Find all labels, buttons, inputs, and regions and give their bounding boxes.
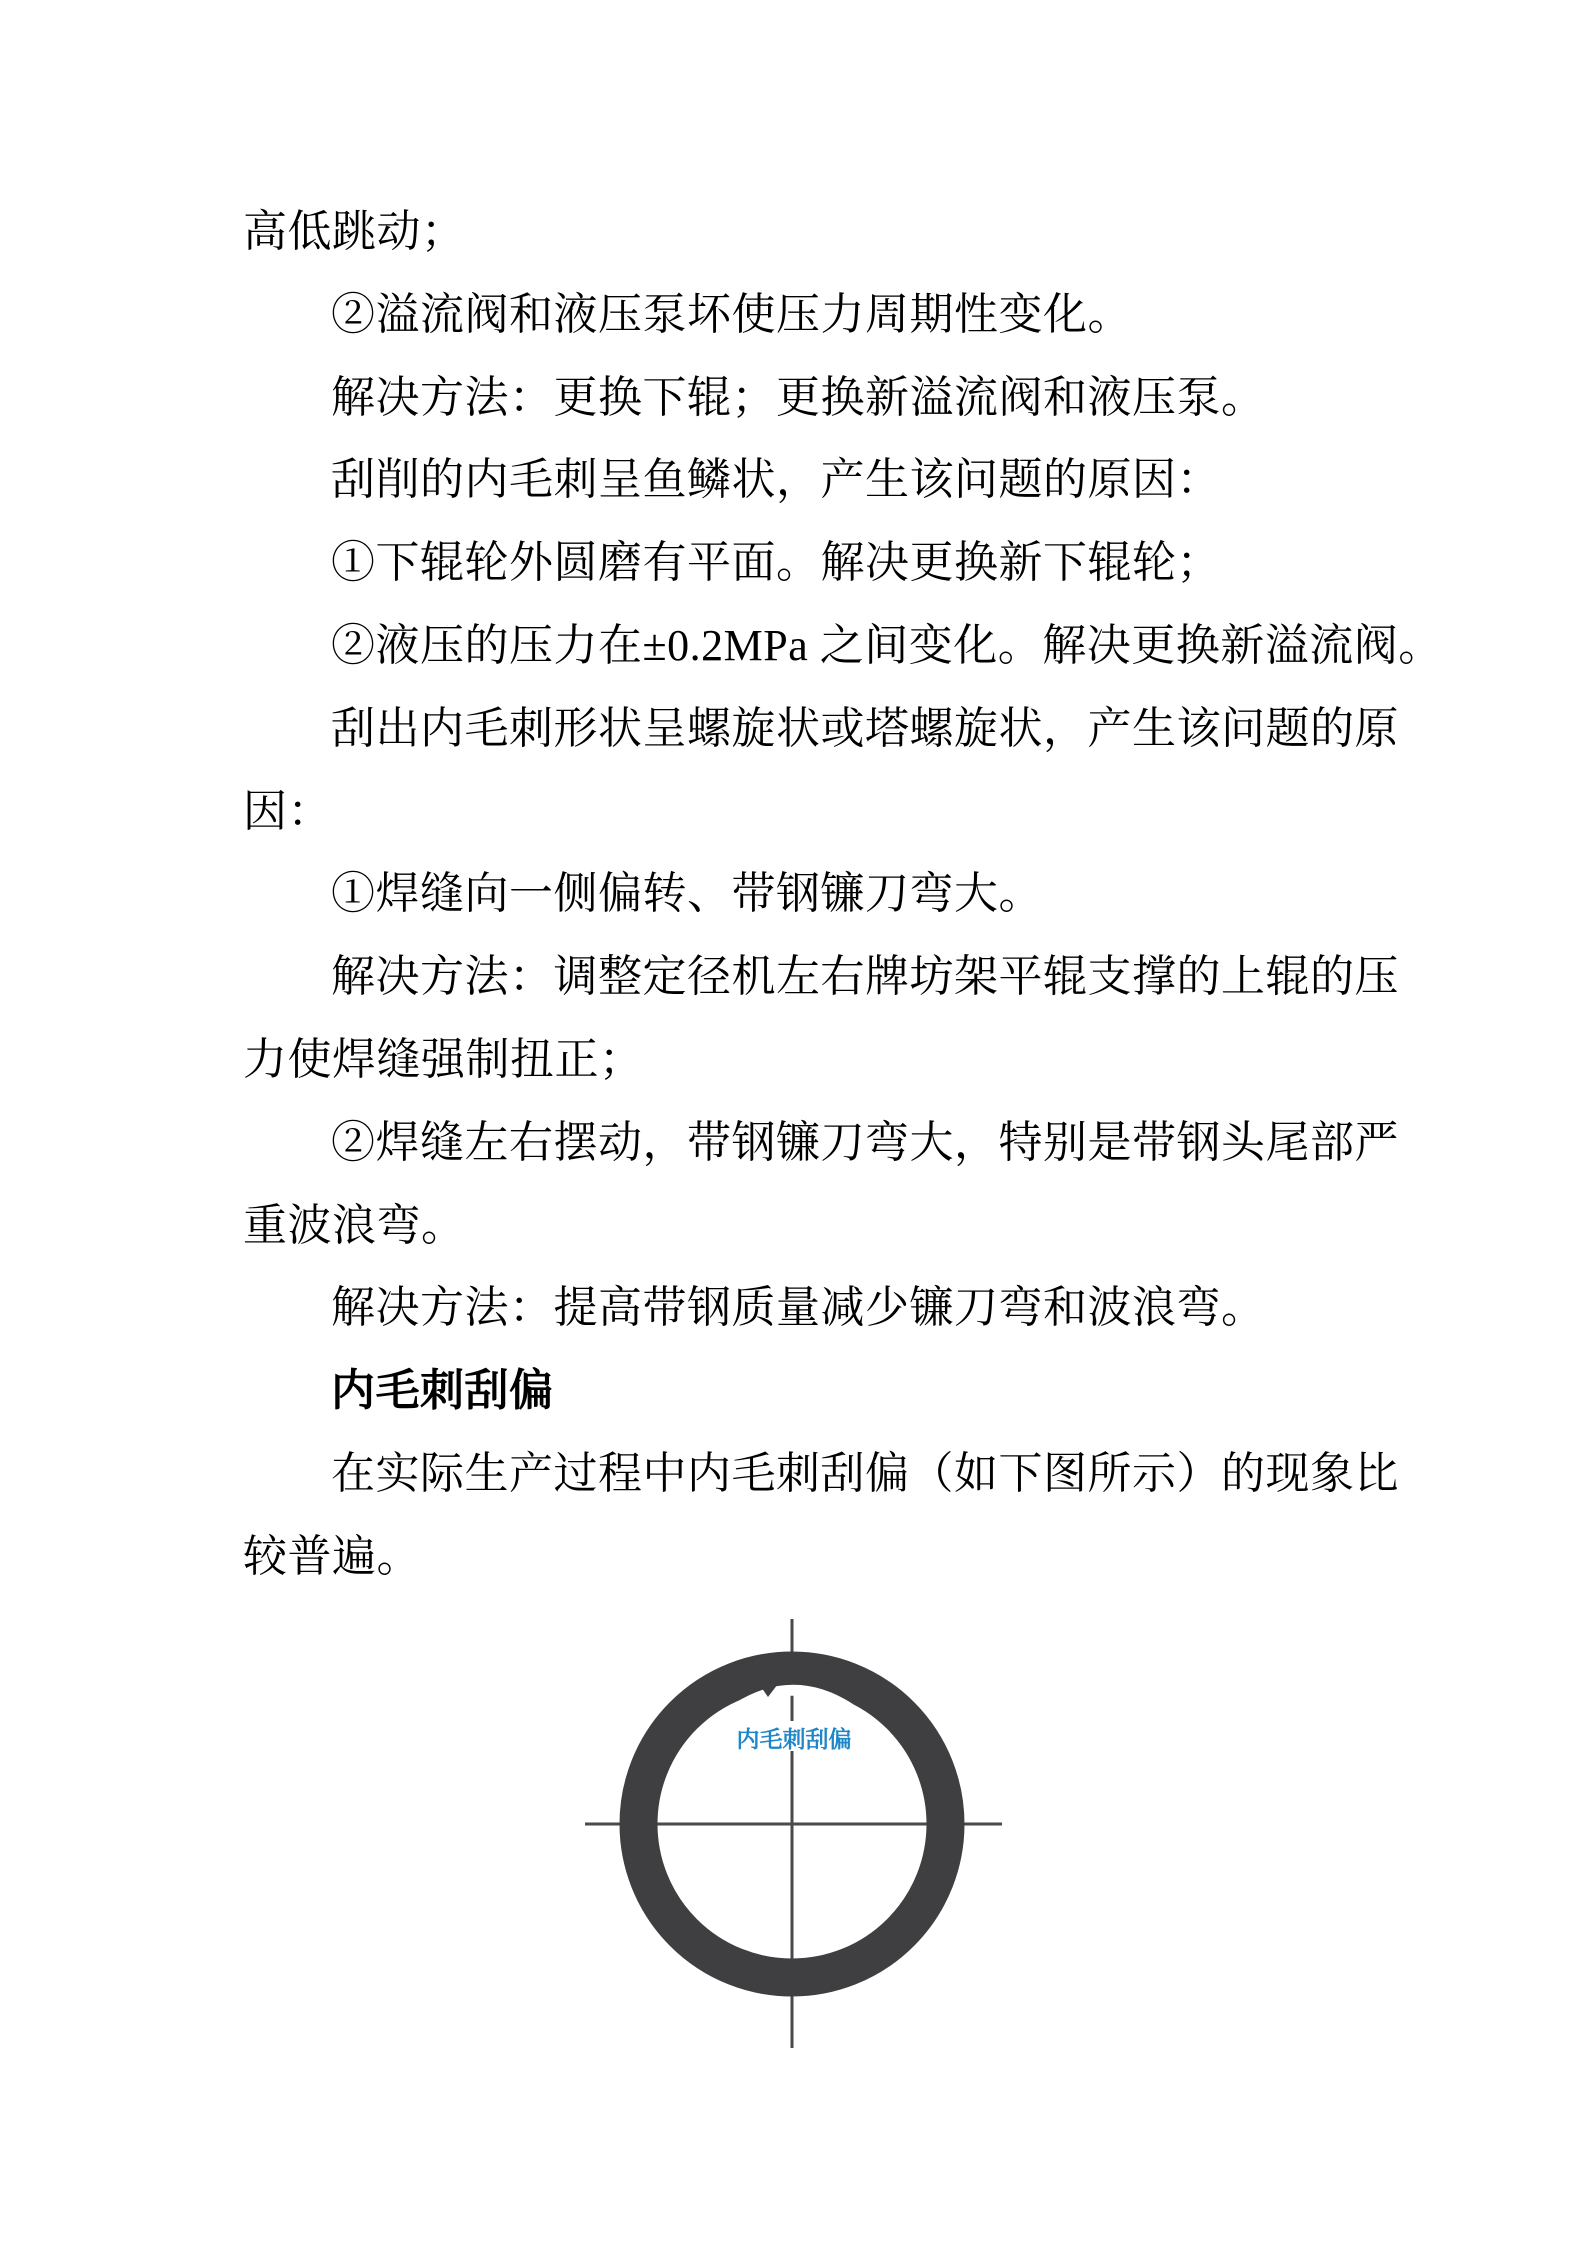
text-line: 刮出内毛刺形状呈螺旋状或塔螺旋状，产生该问题的原 — [331, 703, 1399, 753]
text-line: 重波浪弯。 — [243, 1200, 466, 1250]
text-line: 解决方法：更换下辊；更换新溢流阀和液压泵。 — [331, 372, 1266, 422]
text-line: 因： — [243, 786, 332, 836]
text-line: 力使焊缝强制扭正； — [243, 1034, 644, 1084]
figure-label: 内毛刺刮偏 — [736, 1726, 852, 1752]
text-line: 较普遍。 — [243, 1531, 421, 1581]
text-line: ②溢流阀和液压泵坏使压力周期性变化。 — [331, 289, 1132, 339]
text-line: 刮削的内毛刺呈鱼鳞状，产生该问题的原因： — [331, 455, 1221, 505]
text-line: 高低跳动； — [243, 207, 466, 256]
text-line: ①焊缝向一侧偏转、带钢镰刀弯大。 — [331, 869, 1043, 919]
text-line: ②液压的压力在±0.2MPa 之间变化。解决更换新溢流阀。 — [331, 620, 1443, 670]
text-line: 解决方法：提高带钢质量减少镰刀弯和波浪弯。 — [331, 1283, 1266, 1333]
text-line: 解决方法：调整定径机左右牌坊架平辊支撑的上辊的压 — [331, 952, 1399, 1002]
text-line: 在实际生产过程中内毛刺刮偏（如下图所示）的现象比 — [331, 1448, 1399, 1498]
text-line: ①下辊轮外圆磨有平面。解决更换新下辊轮； — [331, 538, 1221, 588]
heading-line: 内毛刺刮偏 — [331, 1366, 554, 1416]
text-line: ②焊缝左右摆动，带钢镰刀弯大，特别是带钢头尾部严 — [331, 1117, 1399, 1167]
